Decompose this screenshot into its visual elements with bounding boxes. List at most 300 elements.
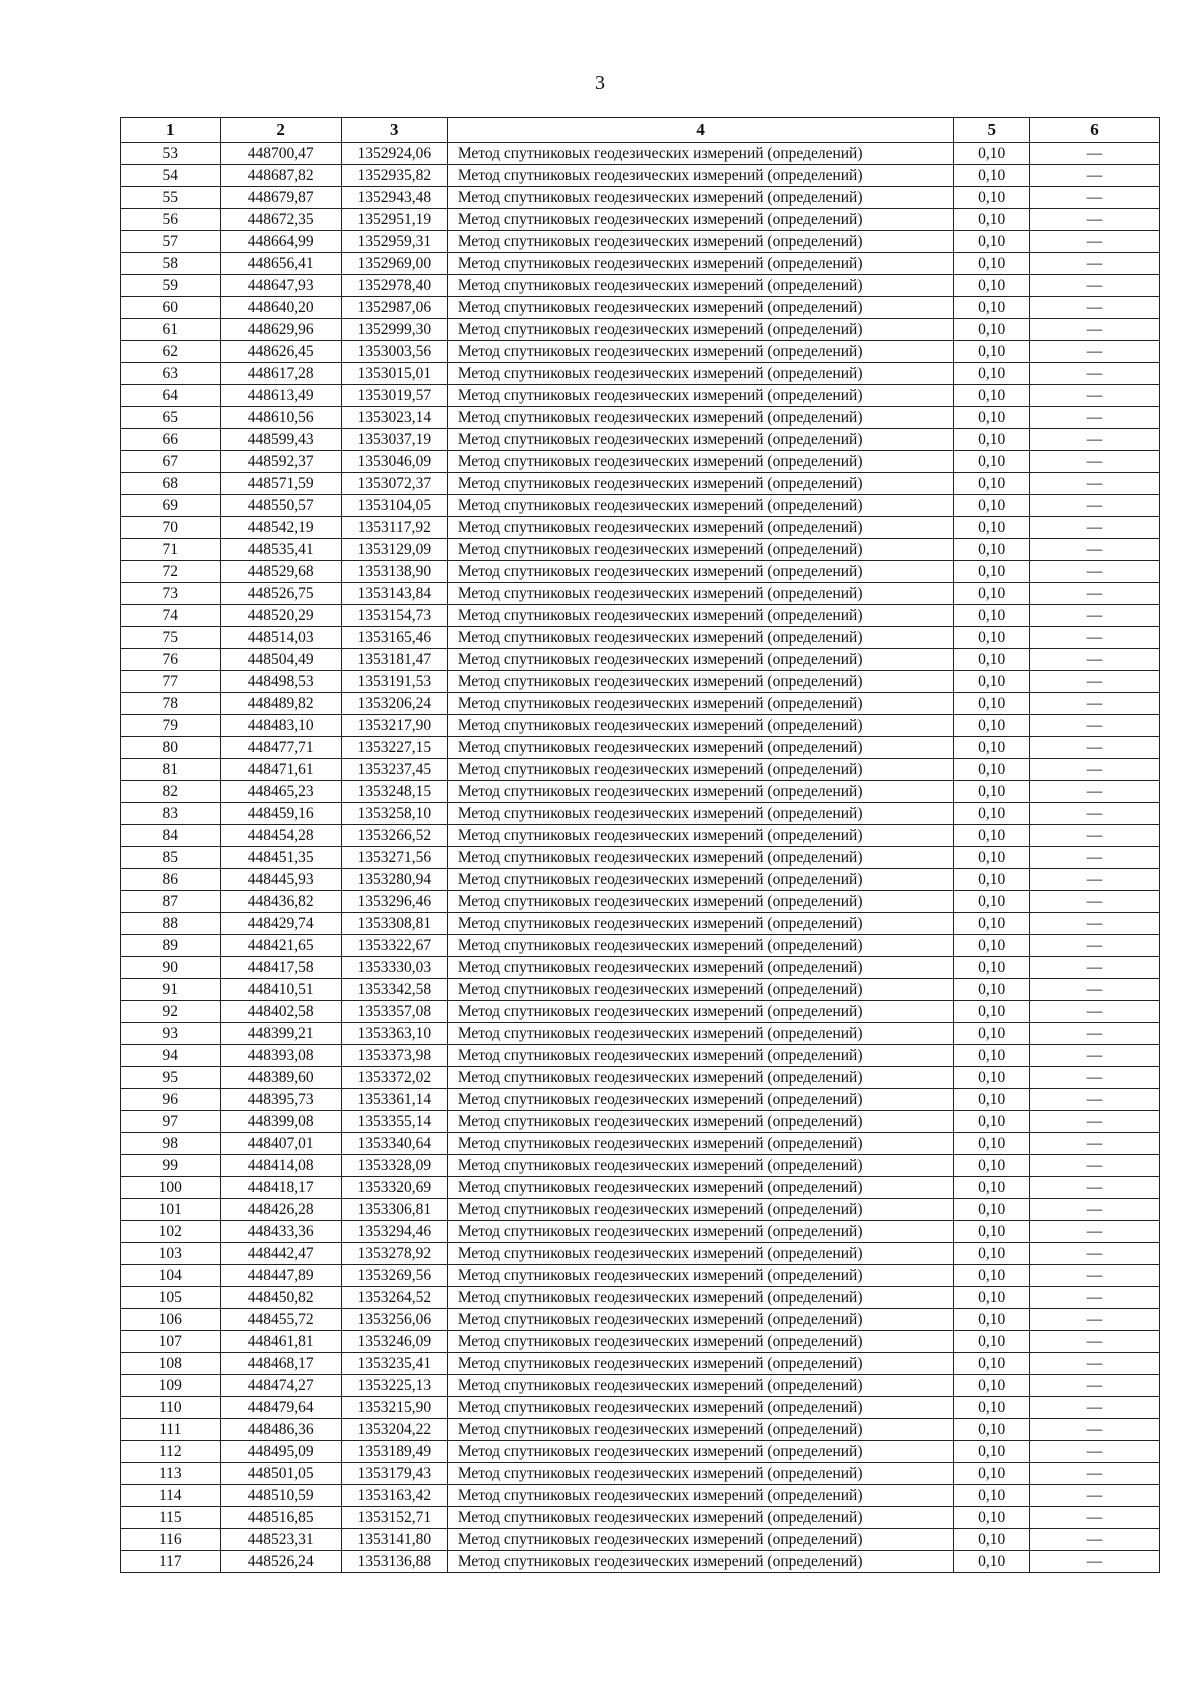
table-row (121, 319, 1160, 341)
table-row (121, 891, 1160, 913)
cell-coord-y: 1353328,09 (341, 1155, 447, 1177)
cell-point-number: 92 (121, 1001, 221, 1023)
cell-method: Метод спутниковых геодезических измерений (определений) (447, 495, 954, 517)
table-row (121, 495, 1160, 517)
cell-coord-y: 1353280,94 (341, 869, 447, 891)
cell-accuracy: 0,10 (954, 957, 1030, 979)
cell-coord-y: 1353129,09 (341, 539, 447, 561)
cell-note: — (1030, 671, 1160, 693)
cell-point-number: 69 (121, 495, 221, 517)
cell-coord-y: 1353217,90 (341, 715, 447, 737)
table-row (121, 253, 1160, 275)
cell-coord-y: 1353256,06 (341, 1309, 447, 1331)
cell-note: — (1030, 517, 1160, 539)
cell-coord-y: 1352999,30 (341, 319, 447, 341)
table-row (121, 1177, 1160, 1199)
cell-note: — (1030, 1529, 1160, 1551)
table-row (121, 1133, 1160, 1155)
table-row (121, 363, 1160, 385)
cell-coord-x: 448450,82 (220, 1287, 341, 1309)
cell-note: — (1030, 803, 1160, 825)
cell-point-number: 104 (121, 1265, 221, 1287)
table-row (121, 671, 1160, 693)
cell-coord-x: 448571,59 (220, 473, 341, 495)
cell-point-number: 97 (121, 1111, 221, 1133)
cell-accuracy: 0,10 (954, 935, 1030, 957)
cell-accuracy: 0,10 (954, 1023, 1030, 1045)
table-row (121, 1551, 1160, 1573)
table-row (121, 275, 1160, 297)
cell-point-number: 95 (121, 1067, 221, 1089)
cell-method: Метод спутниковых геодезических измерений (определений) (447, 187, 954, 209)
table-row (121, 737, 1160, 759)
cell-accuracy: 0,10 (954, 451, 1030, 473)
header-row (121, 118, 1160, 143)
cell-point-number: 110 (121, 1397, 221, 1419)
table-row (121, 187, 1160, 209)
cell-coord-y: 1353363,10 (341, 1023, 447, 1045)
cell-method: Метод спутниковых геодезических измерений (определений) (447, 1287, 954, 1309)
cell-point-number: 71 (121, 539, 221, 561)
cell-point-number: 83 (121, 803, 221, 825)
page-number: 3 (595, 72, 605, 94)
cell-coord-y: 1353136,88 (341, 1551, 447, 1573)
cell-point-number: 106 (121, 1309, 221, 1331)
table-row (121, 539, 1160, 561)
table-row (121, 583, 1160, 605)
cell-coord-x: 448501,05 (220, 1463, 341, 1485)
table-row (121, 1397, 1160, 1419)
cell-note: — (1030, 561, 1160, 583)
cell-accuracy: 0,10 (954, 1111, 1030, 1133)
table-row (121, 1287, 1160, 1309)
table-row (121, 759, 1160, 781)
cell-accuracy: 0,10 (954, 297, 1030, 319)
cell-note: — (1030, 231, 1160, 253)
table-row (121, 1375, 1160, 1397)
cell-point-number: 98 (121, 1133, 221, 1155)
cell-point-number: 116 (121, 1529, 221, 1551)
cell-accuracy: 0,10 (954, 583, 1030, 605)
table-row (121, 847, 1160, 869)
cell-method: Метод спутниковых геодезических измерений (определений) (447, 429, 954, 451)
cell-accuracy: 0,10 (954, 143, 1030, 165)
cell-method: Метод спутниковых геодезических измерений (определений) (447, 275, 954, 297)
cell-coord-x: 448526,75 (220, 583, 341, 605)
cell-coord-y: 1353235,41 (341, 1353, 447, 1375)
cell-coord-x: 448477,71 (220, 737, 341, 759)
cell-method: Метод спутниковых геодезических измерений (определений) (447, 825, 954, 847)
cell-point-number: 94 (121, 1045, 221, 1067)
cell-note: — (1030, 1265, 1160, 1287)
cell-coord-y: 1353355,14 (341, 1111, 447, 1133)
cell-coord-y: 1353141,80 (341, 1529, 447, 1551)
cell-accuracy: 0,10 (954, 715, 1030, 737)
cell-coord-y: 1353237,45 (341, 759, 447, 781)
cell-coord-x: 448520,29 (220, 605, 341, 627)
cell-note: — (1030, 1309, 1160, 1331)
cell-note: — (1030, 275, 1160, 297)
cell-accuracy: 0,10 (954, 1067, 1030, 1089)
cell-coord-y: 1353189,49 (341, 1441, 447, 1463)
cell-coord-y: 1353342,58 (341, 979, 447, 1001)
cell-accuracy: 0,10 (954, 649, 1030, 671)
cell-method: Метод спутниковых геодезических измерений (определений) (447, 583, 954, 605)
cell-accuracy: 0,10 (954, 1353, 1030, 1375)
cell-coord-y: 1353322,67 (341, 935, 447, 957)
cell-coord-y: 1353204,22 (341, 1419, 447, 1441)
coordinates-table (120, 117, 1160, 1573)
cell-coord-y: 1353181,47 (341, 649, 447, 671)
cell-coord-x: 448433,36 (220, 1221, 341, 1243)
cell-note: — (1030, 1133, 1160, 1155)
cell-note: — (1030, 759, 1160, 781)
cell-coord-x: 448455,72 (220, 1309, 341, 1331)
cell-note: — (1030, 1397, 1160, 1419)
cell-coord-y: 1353046,09 (341, 451, 447, 473)
cell-coord-x: 448523,31 (220, 1529, 341, 1551)
cell-note: — (1030, 165, 1160, 187)
header-cell: 6 (1030, 118, 1160, 143)
cell-method: Метод спутниковых геодезических измерений (определений) (447, 1419, 954, 1441)
cell-coord-y: 1352978,40 (341, 275, 447, 297)
header-cell: 1 (121, 118, 221, 143)
cell-accuracy: 0,10 (954, 1133, 1030, 1155)
cell-accuracy: 0,10 (954, 275, 1030, 297)
cell-coord-x: 448395,73 (220, 1089, 341, 1111)
cell-accuracy: 0,10 (954, 1177, 1030, 1199)
cell-method: Метод спутниковых геодезических измерений (определений) (447, 1155, 954, 1177)
cell-coord-y: 1353152,71 (341, 1507, 447, 1529)
cell-note: — (1030, 935, 1160, 957)
cell-coord-x: 448542,19 (220, 517, 341, 539)
cell-coord-y: 1353308,81 (341, 913, 447, 935)
table-row (121, 407, 1160, 429)
cell-coord-x: 448647,93 (220, 275, 341, 297)
cell-note: — (1030, 1199, 1160, 1221)
cell-note: — (1030, 385, 1160, 407)
cell-coord-x: 448504,49 (220, 649, 341, 671)
cell-method: Метод спутниковых геодезических измерений (определений) (447, 715, 954, 737)
cell-method: Метод спутниковых геодезических измерений (определений) (447, 517, 954, 539)
table-row (121, 1441, 1160, 1463)
cell-coord-x: 448471,61 (220, 759, 341, 781)
cell-coord-x: 448599,43 (220, 429, 341, 451)
cell-point-number: 103 (121, 1243, 221, 1265)
cell-coord-x: 448447,89 (220, 1265, 341, 1287)
cell-note: — (1030, 297, 1160, 319)
cell-coord-y: 1353246,09 (341, 1331, 447, 1353)
cell-accuracy: 0,10 (954, 1199, 1030, 1221)
cell-note: — (1030, 891, 1160, 913)
cell-method: Метод спутниковых геодезических измерений (определений) (447, 209, 954, 231)
cell-point-number: 86 (121, 869, 221, 891)
cell-point-number: 113 (121, 1463, 221, 1485)
cell-point-number: 90 (121, 957, 221, 979)
cell-coord-x: 448629,96 (220, 319, 341, 341)
cell-coord-x: 448402,58 (220, 1001, 341, 1023)
cell-accuracy: 0,10 (954, 1397, 1030, 1419)
cell-accuracy: 0,10 (954, 363, 1030, 385)
table-row (121, 473, 1160, 495)
cell-point-number: 117 (121, 1551, 221, 1573)
cell-accuracy: 0,10 (954, 1441, 1030, 1463)
cell-coord-y: 1352943,48 (341, 187, 447, 209)
cell-accuracy: 0,10 (954, 1221, 1030, 1243)
table-row (121, 517, 1160, 539)
cell-method: Метод спутниковых геодезических измерений (определений) (447, 891, 954, 913)
cell-accuracy: 0,10 (954, 627, 1030, 649)
cell-point-number: 75 (121, 627, 221, 649)
cell-coord-y: 1353019,57 (341, 385, 447, 407)
header-cell: 4 (447, 118, 954, 143)
cell-note: — (1030, 649, 1160, 671)
table-row (121, 1529, 1160, 1551)
cell-accuracy: 0,10 (954, 869, 1030, 891)
table-row (121, 451, 1160, 473)
cell-coord-x: 448483,10 (220, 715, 341, 737)
cell-point-number: 96 (121, 1089, 221, 1111)
cell-accuracy: 0,10 (954, 1529, 1030, 1551)
cell-coord-y: 1353003,56 (341, 341, 447, 363)
cell-coord-x: 448459,16 (220, 803, 341, 825)
table-row (121, 1463, 1160, 1485)
table-row (121, 869, 1160, 891)
cell-coord-x: 448421,65 (220, 935, 341, 957)
cell-method: Метод спутниковых геодезических измерений (определений) (447, 1177, 954, 1199)
cell-note: — (1030, 1485, 1160, 1507)
cell-coord-y: 1353269,56 (341, 1265, 447, 1287)
cell-coord-y: 1352935,82 (341, 165, 447, 187)
cell-coord-x: 448474,27 (220, 1375, 341, 1397)
table-row (121, 957, 1160, 979)
cell-note: — (1030, 1331, 1160, 1353)
cell-coord-y: 1353037,19 (341, 429, 447, 451)
cell-note: — (1030, 1111, 1160, 1133)
cell-method: Метод спутниковых геодезических измерений (определений) (447, 1221, 954, 1243)
cell-coord-x: 448468,17 (220, 1353, 341, 1375)
cell-accuracy: 0,10 (954, 1045, 1030, 1067)
cell-accuracy: 0,10 (954, 891, 1030, 913)
cell-note: — (1030, 847, 1160, 869)
cell-accuracy: 0,10 (954, 341, 1030, 363)
cell-point-number: 68 (121, 473, 221, 495)
cell-coord-y: 1353361,14 (341, 1089, 447, 1111)
cell-method: Метод спутниковых геодезических измерений (определений) (447, 1463, 954, 1485)
cell-accuracy: 0,10 (954, 605, 1030, 627)
cell-coord-x: 448426,28 (220, 1199, 341, 1221)
cell-method: Метод спутниковых геодезических измерений (определений) (447, 1067, 954, 1089)
cell-accuracy: 0,10 (954, 1265, 1030, 1287)
cell-note: — (1030, 1551, 1160, 1573)
cell-coord-y: 1353264,52 (341, 1287, 447, 1309)
cell-accuracy: 0,10 (954, 231, 1030, 253)
header-cell: 3 (341, 118, 447, 143)
cell-method: Метод спутниковых геодезических измерений (определений) (447, 341, 954, 363)
table-row (121, 209, 1160, 231)
table-row (121, 825, 1160, 847)
cell-method: Метод спутниковых геодезических измерений (определений) (447, 1375, 954, 1397)
cell-coord-y: 1353138,90 (341, 561, 447, 583)
table-row (121, 297, 1160, 319)
cell-accuracy: 0,10 (954, 561, 1030, 583)
cell-method: Метод спутниковых геодезических измерений (определений) (447, 1441, 954, 1463)
cell-point-number: 65 (121, 407, 221, 429)
cell-accuracy: 0,10 (954, 407, 1030, 429)
cell-coord-y: 1353154,73 (341, 605, 447, 627)
cell-accuracy: 0,10 (954, 495, 1030, 517)
cell-accuracy: 0,10 (954, 385, 1030, 407)
cell-point-number: 70 (121, 517, 221, 539)
cell-point-number: 60 (121, 297, 221, 319)
cell-method: Метод спутниковых геодезических измерений (определений) (447, 847, 954, 869)
cell-method: Метод спутниковых геодезических измерений (определений) (447, 869, 954, 891)
cell-coord-y: 1353248,15 (341, 781, 447, 803)
cell-accuracy: 0,10 (954, 1089, 1030, 1111)
cell-point-number: 64 (121, 385, 221, 407)
table-row (121, 1485, 1160, 1507)
header-cell: 5 (954, 118, 1030, 143)
cell-point-number: 88 (121, 913, 221, 935)
cell-coord-y: 1352987,06 (341, 297, 447, 319)
cell-accuracy: 0,10 (954, 319, 1030, 341)
table-row (121, 1309, 1160, 1331)
cell-point-number: 81 (121, 759, 221, 781)
cell-method: Метод спутниковых геодезических измерений (определений) (447, 451, 954, 473)
cell-coord-y: 1353294,46 (341, 1221, 447, 1243)
cell-coord-x: 448414,08 (220, 1155, 341, 1177)
cell-note: — (1030, 693, 1160, 715)
cell-method: Метод спутниковых геодезических измерений (определений) (447, 1507, 954, 1529)
cell-point-number: 67 (121, 451, 221, 473)
cell-coord-x: 448489,82 (220, 693, 341, 715)
cell-method: Метод спутниковых геодезических измерений (определений) (447, 957, 954, 979)
cell-point-number: 62 (121, 341, 221, 363)
cell-coord-y: 1352969,00 (341, 253, 447, 275)
cell-accuracy: 0,10 (954, 1375, 1030, 1397)
cell-point-number: 76 (121, 649, 221, 671)
cell-coord-y: 1353143,84 (341, 583, 447, 605)
cell-point-number: 59 (121, 275, 221, 297)
cell-note: — (1030, 605, 1160, 627)
cell-note: — (1030, 341, 1160, 363)
cell-coord-x: 448510,59 (220, 1485, 341, 1507)
cell-coord-y: 1353191,53 (341, 671, 447, 693)
cell-coord-x: 448418,17 (220, 1177, 341, 1199)
cell-method: Метод спутниковых геодезических измерений (определений) (447, 363, 954, 385)
cell-note: — (1030, 1001, 1160, 1023)
cell-method: Метод спутниковых геодезических измерений (определений) (447, 1133, 954, 1155)
cell-note: — (1030, 1155, 1160, 1177)
cell-method: Метод спутниковых геодезических измерений (определений) (447, 979, 954, 1001)
cell-point-number: 114 (121, 1485, 221, 1507)
cell-method: Метод спутниковых геодезических измерений (определений) (447, 1309, 954, 1331)
table-body (121, 143, 1160, 1573)
cell-method: Метод спутниковых геодезических измерений (определений) (447, 1045, 954, 1067)
cell-point-number: 55 (121, 187, 221, 209)
cell-coord-x: 448495,09 (220, 1441, 341, 1463)
cell-coord-x: 448393,08 (220, 1045, 341, 1067)
cell-point-number: 89 (121, 935, 221, 957)
cell-coord-x: 448672,35 (220, 209, 341, 231)
cell-method: Метод спутниковых геодезических измерений (определений) (447, 1353, 954, 1375)
cell-method: Метод спутниковых геодезических измерений (определений) (447, 693, 954, 715)
cell-coord-x: 448389,60 (220, 1067, 341, 1089)
cell-method: Метод спутниковых геодезических измерений (определений) (447, 935, 954, 957)
cell-coord-x: 448451,35 (220, 847, 341, 869)
table-row (121, 231, 1160, 253)
cell-accuracy: 0,10 (954, 847, 1030, 869)
cell-point-number: 111 (121, 1419, 221, 1441)
cell-coord-y: 1353340,64 (341, 1133, 447, 1155)
cell-note: — (1030, 1243, 1160, 1265)
cell-note: — (1030, 715, 1160, 737)
cell-coord-x: 448656,41 (220, 253, 341, 275)
cell-point-number: 82 (121, 781, 221, 803)
cell-coord-x: 448613,49 (220, 385, 341, 407)
cell-note: — (1030, 737, 1160, 759)
table-row (121, 693, 1160, 715)
cell-point-number: 91 (121, 979, 221, 1001)
cell-accuracy: 0,10 (954, 165, 1030, 187)
cell-coord-y: 1353278,92 (341, 1243, 447, 1265)
cell-coord-x: 448550,57 (220, 495, 341, 517)
cell-accuracy: 0,10 (954, 1507, 1030, 1529)
cell-coord-x: 448640,20 (220, 297, 341, 319)
cell-coord-x: 448436,82 (220, 891, 341, 913)
cell-coord-x: 448442,47 (220, 1243, 341, 1265)
cell-method: Метод спутниковых геодезических измерений (определений) (447, 1551, 954, 1573)
cell-method: Метод спутниковых геодезических измерений (определений) (447, 913, 954, 935)
table-row (121, 1199, 1160, 1221)
cell-method: Метод спутниковых геодезических измерений (определений) (447, 781, 954, 803)
cell-accuracy: 0,10 (954, 1485, 1030, 1507)
cell-point-number: 56 (121, 209, 221, 231)
cell-method: Метод спутниковых геодезических измерений (определений) (447, 1397, 954, 1419)
cell-note: — (1030, 1177, 1160, 1199)
table-row (121, 341, 1160, 363)
cell-method: Метод спутниковых геодезических измерений (определений) (447, 561, 954, 583)
cell-accuracy: 0,10 (954, 209, 1030, 231)
table-row (121, 429, 1160, 451)
cell-coord-y: 1352924,06 (341, 143, 447, 165)
cell-coord-x: 448465,23 (220, 781, 341, 803)
cell-accuracy: 0,10 (954, 1155, 1030, 1177)
cell-accuracy: 0,10 (954, 1001, 1030, 1023)
table-row (121, 913, 1160, 935)
cell-method: Метод спутниковых геодезических измерений (определений) (447, 1089, 954, 1111)
cell-coord-x: 448461,81 (220, 1331, 341, 1353)
table-row (121, 385, 1160, 407)
cell-method: Метод спутниковых геодезических измерений (определений) (447, 649, 954, 671)
cell-point-number: 107 (121, 1331, 221, 1353)
cell-coord-x: 448529,68 (220, 561, 341, 583)
cell-coord-x: 448687,82 (220, 165, 341, 187)
cell-coord-x: 448498,53 (220, 671, 341, 693)
cell-method: Метод спутниковых геодезических измерений (определений) (447, 759, 954, 781)
cell-note: — (1030, 363, 1160, 385)
table-row (121, 1111, 1160, 1133)
cell-note: — (1030, 979, 1160, 1001)
cell-coord-x: 448516,85 (220, 1507, 341, 1529)
cell-coord-y: 1353117,92 (341, 517, 447, 539)
cell-accuracy: 0,10 (954, 429, 1030, 451)
cell-coord-y: 1353225,13 (341, 1375, 447, 1397)
table-row (121, 781, 1160, 803)
cell-coord-x: 448700,47 (220, 143, 341, 165)
table-row (121, 1243, 1160, 1265)
table-row (121, 649, 1160, 671)
